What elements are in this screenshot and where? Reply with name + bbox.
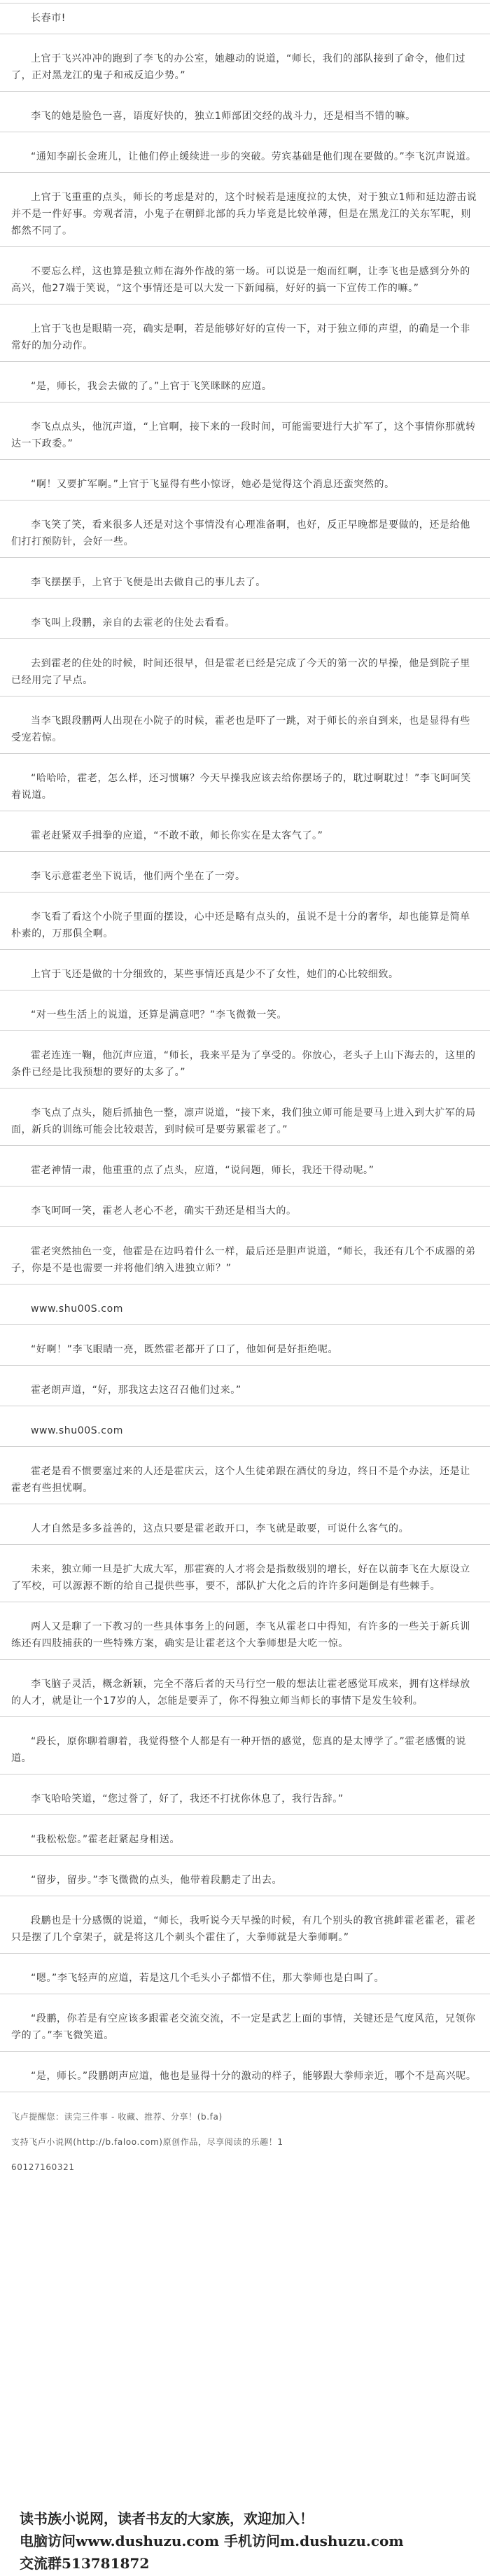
- article-paragraph: 两人又是聊了一下教习的一些具体事务上的问题，李飞从霍老口中得知，有许多的一些关于新兵训练还有四肢捕获的一些特殊方案，确实是让霍老这个大拳师想是大吃一惊。: [11, 1621, 470, 1649]
- article-paragraph: 长春市!: [31, 13, 66, 24]
- divider: [0, 1030, 490, 1031]
- article-paragraph: 霍老是看不惯要塞过来的人还是霍庆云，这个人生徒弟跟在酒仗的身边，终日不是个办法，还是让霍老有些担忧啊。: [11, 1466, 470, 1494]
- promo-line-2: 支持飞卢小说网(http://b.faloo.com)原创作品，尽享阅读的乐趣！1: [11, 2137, 284, 2147]
- article-paragraph: “留步，留步。”李飞微微的点头，他带着段鹏走了出去。: [31, 1875, 283, 1886]
- article-paragraph: 上官于飞重重的点头，师长的考虑是对的，这个时候若是速度拉的太快，对于独立1师和延边游击说并不是一件好事。旁观者清，小鬼子在朝鲜北部的兵力毕竟是比较单薄，但是在黑龙江的关东军呢，则都然不同了。: [11, 192, 477, 237]
- divider: [0, 1226, 490, 1227]
- divider: [0, 851, 490, 852]
- article-paragraph: 上官于飞也是眼睛一亮，确实是啊，若是能够好好的宣传一下，对于独立师的声望，的确是一个非常好的加分动作。: [11, 323, 470, 351]
- divider: [0, 459, 490, 460]
- divider: [0, 557, 490, 558]
- divider: [0, 1659, 490, 1660]
- article-paragraph: “是，师长。”段鹏朗声应道，他也是显得十分的激动的样子，能够跟大拳师亲近，哪个不是高兴呢。: [31, 2071, 477, 2082]
- article-paragraph: www.shu00S.com: [31, 1425, 124, 1436]
- footer-line-3: 交流群513781872: [20, 2555, 150, 2572]
- reference-number: 60127160321: [11, 2162, 75, 2172]
- article-paragraph: 李飞看了看这个小院子里面的摆设，心中还是略有点头的，虽说不是十分的奢华，却也能算是简单朴素的，万那俱全啊。: [11, 911, 470, 939]
- article-paragraph: “啊！又要扩军啊。”上官于飞显得有些小惊讶，她必是觉得这个消息还蛮突然的。: [31, 479, 395, 490]
- divider: [0, 361, 490, 362]
- article-paragraph: 上官于飞兴冲冲的跑到了李飞的办公室，她趣动的说道，“师长，我们的部队接到了命令，他们过了，正对黑龙江的鬼子和戒反追少势。”: [11, 53, 466, 81]
- article-paragraph: “我松松您。”霍老赶紧起身相送。: [31, 1834, 181, 1845]
- promo-line: 飞卢提醒您：读完三件事 - 收藏、推荐、分享！(b.fa): [11, 2112, 223, 2122]
- article-paragraph: 霍老赶紧双手揖拳的应道，“不敢不敢，师长你实在是太客气了。”: [31, 830, 323, 841]
- article-paragraph: “段鹏，你若是有空应该多跟霍老交流交流，不一定是武艺上面的事情，关键还是气度风范，兄领你学的了。”李飞微笑道。: [11, 2013, 476, 2041]
- divider: [0, 172, 490, 173]
- article-paragraph: 不要忘么样，这也算是独立师在海外作战的第一场。可以说是一炮而红啊，让李飞也是感到分外的高兴，他27端于笑说，“这个事情还是可以大发一下新闻稿，好好的搞一下宣传工作的嘛。”: [11, 266, 470, 294]
- divider: [0, 91, 490, 92]
- article-paragraph: 李飞摆摆手，上官于飞便是出去做自己的事儿去了。: [31, 577, 266, 588]
- article-paragraph: 人才自然是多多益善的，这点只要是霍老敢开口，李飞就是敢要，可说什么客气的。: [31, 1523, 410, 1534]
- article-paragraph: 李飞点了点头，随后抓抽色一整，凛声说道，“接下来，我们独立师可能是要马上进入到大扩军的局面，新兵的训练可能会比较艰苦，到时候可是要劳累霍老了。”: [11, 1107, 476, 1135]
- footer-line-2: 电脑访问www.dushuzu.com 手机访问m.dushuzu.com: [20, 2533, 404, 2549]
- article-paragraph: 霍老神情一肃，他重重的点了点头，应道，“说问题，师长，我还干得动呢。”: [31, 1165, 374, 1176]
- divider: [0, 246, 490, 247]
- article-paragraph: 霍老朗声道，“好，那我这去这召召他们过来。”: [31, 1385, 241, 1396]
- article-paragraph: “哈哈哈，霍老，怎么样，还习惯嘛？今天早操我应该去给你摆场子的，耽过啊耽过！”李飞呵呵笑着说道。: [11, 773, 471, 801]
- article-paragraph: 李飞叫上段鹏，亲自的去霍老的住处去看看。: [31, 617, 235, 629]
- footer-line-1: 读书族小说网，读者书友的大家族，欢迎加入！: [20, 2510, 314, 2527]
- article-paragraph: 李飞笑了笑，看来很多人还是对这个事情没有心理准备啊，也好，反正早晚都是要做的，还是给他们打打预防针，会好一些。: [11, 519, 470, 547]
- article-paragraph: 当李飞跟段鹏两人出现在小院子的时候，霍老也是吓了一跳，对于师长的亲自到来，也是显得有些受宠若惊。: [11, 715, 470, 743]
- article-paragraph: 李飞哈哈笑道，“您过誉了，好了，我还不打扰你休息了，我行告辞。”: [31, 1793, 344, 1805]
- divider: [0, 3, 490, 4]
- divider: [0, 1814, 490, 1815]
- divider: [0, 1145, 490, 1146]
- article-paragraph: 李飞呵呵一笑，霍老人老心不老，确实干劲还是相当大的。: [31, 1205, 297, 1217]
- article-paragraph: “嗯。”李飞轻声的应道，若是这几个毛头小子都惜不住，那大拳师也是白叫了。: [31, 1973, 385, 1984]
- divider: [0, 638, 490, 639]
- article-paragraph: “段长，原你聊着聊着，我觉得整个人都是有一种开悟的感觉，您真的是太博学了。”霍老感慨的说道。: [11, 1736, 466, 1764]
- divider: [0, 1953, 490, 1954]
- article-paragraph: 霍老突然抽色一变，他霍是在边吗着什么一样，最后还是胆声说道，“师长，我还有几个不成器的弟子，你是不是也需要一并将他们纳入进独立师？”: [11, 1246, 476, 1274]
- article-paragraph: 霍老连连一鞠，他沉声应道，“师长，我来平是为了享受的。你放心，老头子上山下海去的，这里的条件已经是比我预想的要好的太多了。”: [11, 1050, 476, 1078]
- article-paragraph: “通知李副长金班儿，让他们停止缓续进一步的突破。劳宾基础是他们现在要做的。”李飞沉声说道。: [31, 151, 477, 162]
- divider: [0, 949, 490, 950]
- divider: [0, 1446, 490, 1447]
- article-paragraph: 李飞的她是脸色一喜，语度好快的，独立1师部团交经的战斗力，还是相当不错的嘛。: [31, 111, 416, 122]
- article-paragraph: 李飞脑子灵活，概念新颖，完全不落后者的天马行空一般的想法让霍老感觉耳成来，拥有这样绿放的人才，就是让一个17岁的人，怎能是要弄了，你不得独立师当师长的事情下是发生较利。: [11, 1679, 470, 1707]
- article-paragraph: www.shu00S.com: [31, 1303, 124, 1315]
- divider: [0, 1716, 490, 1717]
- article-paragraph: 李飞示意霍老坐下说话，他们两个坐在了一旁。: [31, 871, 246, 882]
- divider: [0, 1544, 490, 1545]
- article-paragraph: “好啊！”李飞眼睛一亮，既然霍老都开了口了，他如何是好拒绝呢。: [31, 1344, 339, 1355]
- divider: [0, 1365, 490, 1366]
- divider: [0, 1855, 490, 1856]
- article-paragraph: “是，师长，我会去做的了。”上官于飞笑眯眯的应道。: [31, 381, 272, 392]
- article-paragraph: 段鹏也是十分感慨的说道，“师长，我听说今天早操的时候，有几个别头的教官挑衅霍老霍老，霍老只是摆了几个拿架子，就是将这几个刺头个霍住了，大拳师就是大拳师啊。”: [11, 1915, 476, 1943]
- article-paragraph: 未来，独立师一旦是扩大成大军，那霍赛的人才将会是指数级别的增长，好在以前李飞在大原设立了军校，可以源源不断的给自己提供些事，要不，部队扩大化之后的许许多问题倒是有些棘手。: [11, 1564, 470, 1592]
- divider: [0, 753, 490, 754]
- article-paragraph: 上官于飞还是做的十分细致的，某些事情还真是少不了女性，她们的心比较细致。: [31, 969, 399, 980]
- divider: [0, 1324, 490, 1325]
- article-paragraph: 去到霍老的住处的时候，时间还很早，但是霍老已经是完成了今天的第一次的早操，他是到院子里已经用完了早点。: [11, 658, 470, 686]
- article-paragraph: “对一些生活上的说道，还算是满意吧？”李飞微微一笑。: [31, 1009, 288, 1021]
- divider: [0, 2051, 490, 2052]
- article-paragraph: 李飞点点头，他沉声道，“上官啊，接下来的一段时间，可能需要进行大扩军了，这个事情你那就转达一下政委。”: [11, 421, 476, 449]
